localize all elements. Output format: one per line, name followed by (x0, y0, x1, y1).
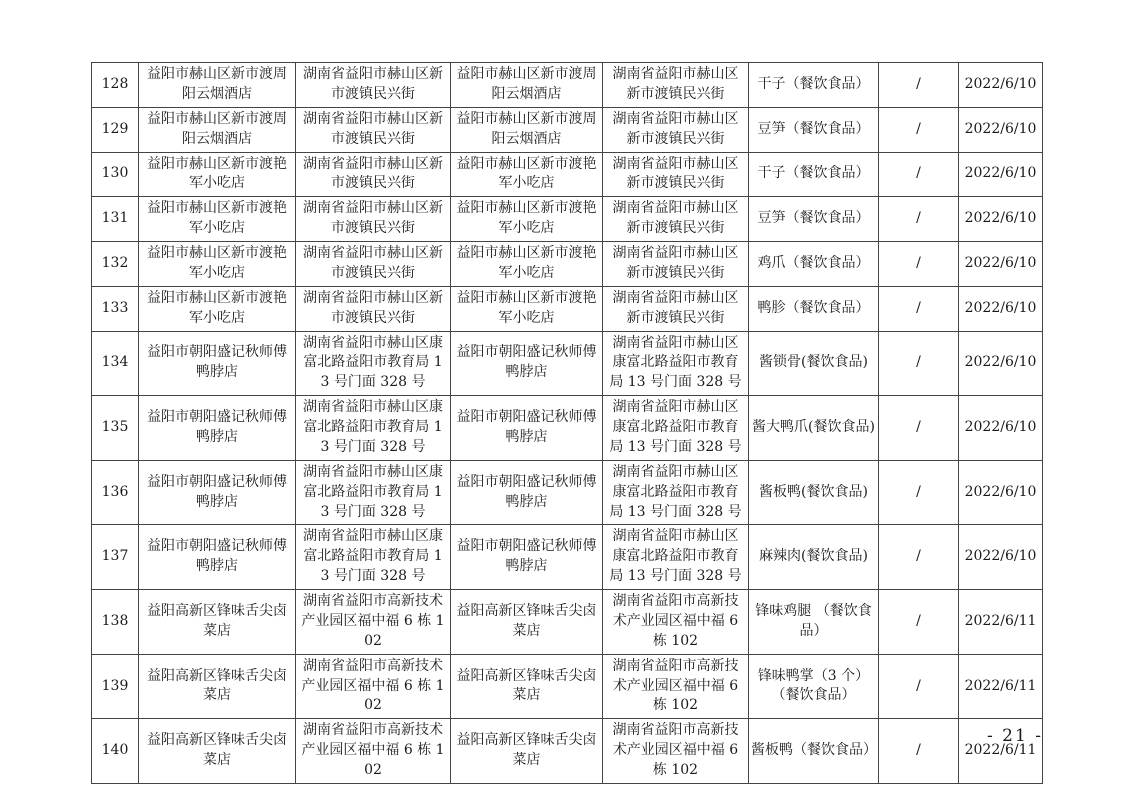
store-name-cell: 益阳市朝阳盛记秋师傅鸭脖店 (139, 525, 296, 590)
row-number-cell: 136 (92, 460, 139, 525)
remark-cell: / (879, 331, 959, 396)
sampled-store-address-cell: 湖南省益阳市赫山区康富北路益阳市教育局 13 号门面 328 号 (603, 331, 749, 396)
sampling-date-cell: 2022/6/10 (959, 396, 1043, 461)
sample-item-cell: 豆笋（餐饮食品） (749, 107, 879, 152)
sampled-store-address-cell: 湖南省益阳市赫山区新市渡镇民兴街 (603, 63, 749, 108)
row-number-cell: 128 (92, 63, 139, 108)
table-row (92, 460, 1043, 525)
store-address-cell: 湖南省益阳市赫山区新市渡镇民兴街 (296, 107, 451, 152)
sampled-store-address-cell: 湖南省益阳市赫山区新市渡镇民兴街 (603, 242, 749, 287)
table-row (92, 197, 1043, 242)
remark-cell: / (879, 197, 959, 242)
table-row (92, 286, 1043, 331)
remark-cell: / (879, 525, 959, 590)
store-name-cell: 益阳高新区锋味舌尖卤菜店 (139, 719, 296, 784)
store-address-cell: 湖南省益阳市赫山区新市渡镇民兴街 (296, 286, 451, 331)
sampling-date-cell: 2022/6/11 (959, 719, 1043, 784)
sampled-store-address-cell: 湖南省益阳市赫山区新市渡镇民兴街 (603, 107, 749, 152)
store-address-cell: 湖南省益阳市高新技术产业园区福中福 6 栋 102 (296, 590, 451, 655)
sampling-date-cell: 2022/6/10 (959, 152, 1043, 197)
store-name-cell: 益阳高新区锋味舌尖卤菜店 (139, 654, 296, 719)
sampled-store-name-cell: 益阳市赫山区新市渡艳军小吃店 (451, 242, 603, 287)
sampling-date-cell: 2022/6/11 (959, 590, 1043, 655)
remark-cell: / (879, 719, 959, 784)
remark-cell: / (879, 396, 959, 461)
table-row (92, 590, 1043, 655)
sampling-date-cell: 2022/6/10 (959, 525, 1043, 590)
remark-cell: / (879, 286, 959, 331)
sample-item-cell: 鸭胗（餐饮食品） (749, 286, 879, 331)
table-row (92, 152, 1043, 197)
sample-item-cell: 锋味鸭掌（3 个）（餐饮食品） (749, 654, 879, 719)
sampled-store-address-cell: 湖南省益阳市赫山区新市渡镇民兴街 (603, 286, 749, 331)
sample-item-cell: 干子（餐饮食品） (749, 152, 879, 197)
table-row (92, 331, 1043, 396)
row-number-cell: 133 (92, 286, 139, 331)
sampled-store-address-cell: 湖南省益阳市赫山区康富北路益阳市教育局 13 号门面 328 号 (603, 525, 749, 590)
sampled-store-name-cell: 益阳市朝阳盛记秋师傅鸭脖店 (451, 460, 603, 525)
store-address-cell: 湖南省益阳市赫山区新市渡镇民兴街 (296, 197, 451, 242)
sampled-store-name-cell: 益阳高新区锋味舌尖卤菜店 (451, 719, 603, 784)
row-number-cell: 138 (92, 590, 139, 655)
table-row (92, 396, 1043, 461)
store-address-cell: 湖南省益阳市赫山区康富北路益阳市教育局 13 号门面 328 号 (296, 396, 451, 461)
sampled-store-name-cell: 益阳市赫山区新市渡艳军小吃店 (451, 197, 603, 242)
store-address-cell: 湖南省益阳市赫山区新市渡镇民兴街 (296, 63, 451, 108)
row-number-cell: 131 (92, 197, 139, 242)
sampled-store-address-cell: 湖南省益阳市赫山区康富北路益阳市教育局 13 号门面 328 号 (603, 460, 749, 525)
sampling-date-cell: 2022/6/11 (959, 654, 1043, 719)
store-name-cell: 益阳市赫山区新市渡艳军小吃店 (139, 242, 296, 287)
sampling-date-cell: 2022/6/10 (959, 460, 1043, 525)
sample-item-cell: 锋味鸡腿 （餐饮食品） (749, 590, 879, 655)
sampled-store-name-cell: 益阳高新区锋味舌尖卤菜店 (451, 654, 603, 719)
page-number: - 21 - (987, 726, 1043, 746)
row-number-cell: 140 (92, 719, 139, 784)
store-address-cell: 湖南省益阳市赫山区康富北路益阳市教育局 13 号门面 328 号 (296, 525, 451, 590)
table-row (92, 242, 1043, 287)
sample-item-cell: 麻辣肉(餐饮食品) (749, 525, 879, 590)
sampling-date-cell: 2022/6/10 (959, 197, 1043, 242)
sampled-store-name-cell: 益阳市朝阳盛记秋师傅鸭脖店 (451, 396, 603, 461)
row-number-cell: 130 (92, 152, 139, 197)
row-number-cell: 129 (92, 107, 139, 152)
sample-item-cell: 酱板鸭(餐饮食品) (749, 460, 879, 525)
remark-cell: / (879, 654, 959, 719)
store-name-cell: 益阳市朝阳盛记秋师傅鸭脖店 (139, 396, 296, 461)
table-row (92, 525, 1043, 590)
sampled-store-name-cell: 益阳市赫山区新市渡艳军小吃店 (451, 152, 603, 197)
row-number-cell: 137 (92, 525, 139, 590)
store-address-cell: 湖南省益阳市高新技术产业园区福中福 6 栋 102 (296, 654, 451, 719)
row-number-cell: 139 (92, 654, 139, 719)
store-address-cell: 湖南省益阳市赫山区新市渡镇民兴街 (296, 242, 451, 287)
sampled-store-address-cell: 湖南省益阳市高新技术产业园区福中福 6 栋 102 (603, 590, 749, 655)
remark-cell: / (879, 152, 959, 197)
sampled-store-address-cell: 湖南省益阳市赫山区新市渡镇民兴街 (603, 152, 749, 197)
sample-item-cell: 酱大鸭爪(餐饮食品) (749, 396, 879, 461)
sampling-date-cell: 2022/6/10 (959, 286, 1043, 331)
sampled-store-name-cell: 益阳市赫山区新市渡周阳云烟酒店 (451, 107, 603, 152)
sampled-store-address-cell: 湖南省益阳市赫山区康富北路益阳市教育局 13 号门面 328 号 (603, 396, 749, 461)
store-name-cell: 益阳市朝阳盛记秋师傅鸭脖店 (139, 460, 296, 525)
table-row (92, 719, 1043, 784)
sampling-table (91, 62, 1043, 784)
store-address-cell: 湖南省益阳市赫山区康富北路益阳市教育局 13 号门面 328 号 (296, 460, 451, 525)
store-name-cell: 益阳市赫山区新市渡艳军小吃店 (139, 152, 296, 197)
sampling-date-cell: 2022/6/10 (959, 63, 1043, 108)
store-name-cell: 益阳高新区锋味舌尖卤菜店 (139, 590, 296, 655)
store-address-cell: 湖南省益阳市赫山区康富北路益阳市教育局 13 号门面 328 号 (296, 331, 451, 396)
sample-item-cell: 干子（餐饮食品） (749, 63, 879, 108)
store-name-cell: 益阳市赫山区新市渡艳军小吃店 (139, 197, 296, 242)
store-name-cell: 益阳市赫山区新市渡艳军小吃店 (139, 286, 296, 331)
row-number-cell: 135 (92, 396, 139, 461)
remark-cell: / (879, 242, 959, 287)
row-number-cell: 132 (92, 242, 139, 287)
remark-cell: / (879, 63, 959, 108)
sampled-store-name-cell: 益阳市赫山区新市渡周阳云烟酒店 (451, 63, 603, 108)
table-row (92, 107, 1043, 152)
store-name-cell: 益阳市朝阳盛记秋师傅鸭脖店 (139, 331, 296, 396)
row-number-cell: 134 (92, 331, 139, 396)
sampled-store-name-cell: 益阳市朝阳盛记秋师傅鸭脖店 (451, 525, 603, 590)
sampling-date-cell: 2022/6/10 (959, 242, 1043, 287)
sample-item-cell: 酱板鸭（餐饮食品） (749, 719, 879, 784)
store-name-cell: 益阳市赫山区新市渡周阳云烟酒店 (139, 63, 296, 108)
table-row (92, 63, 1043, 108)
store-address-cell: 湖南省益阳市赫山区新市渡镇民兴街 (296, 152, 451, 197)
sample-item-cell: 鸡爪（餐饮食品） (749, 242, 879, 287)
sampled-store-address-cell: 湖南省益阳市赫山区新市渡镇民兴街 (603, 197, 749, 242)
sampled-store-name-cell: 益阳高新区锋味舌尖卤菜店 (451, 590, 603, 655)
remark-cell: / (879, 460, 959, 525)
store-name-cell: 益阳市赫山区新市渡周阳云烟酒店 (139, 107, 296, 152)
store-address-cell: 湖南省益阳市高新技术产业园区福中福 6 栋 102 (296, 719, 451, 784)
sampling-date-cell: 2022/6/10 (959, 107, 1043, 152)
sample-item-cell: 豆笋（餐饮食品） (749, 197, 879, 242)
sampled-store-name-cell: 益阳市赫山区新市渡艳军小吃店 (451, 286, 603, 331)
sampled-store-address-cell: 湖南省益阳市高新技术产业园区福中福 6 栋 102 (603, 654, 749, 719)
table-row (92, 654, 1043, 719)
sampling-date-cell: 2022/6/10 (959, 331, 1043, 396)
remark-cell: / (879, 590, 959, 655)
remark-cell: / (879, 107, 959, 152)
sampled-store-name-cell: 益阳市朝阳盛记秋师傅鸭脖店 (451, 331, 603, 396)
sampled-store-address-cell: 湖南省益阳市高新技术产业园区福中福 6 栋 102 (603, 719, 749, 784)
sample-item-cell: 酱锁骨(餐饮食品) (749, 331, 879, 396)
